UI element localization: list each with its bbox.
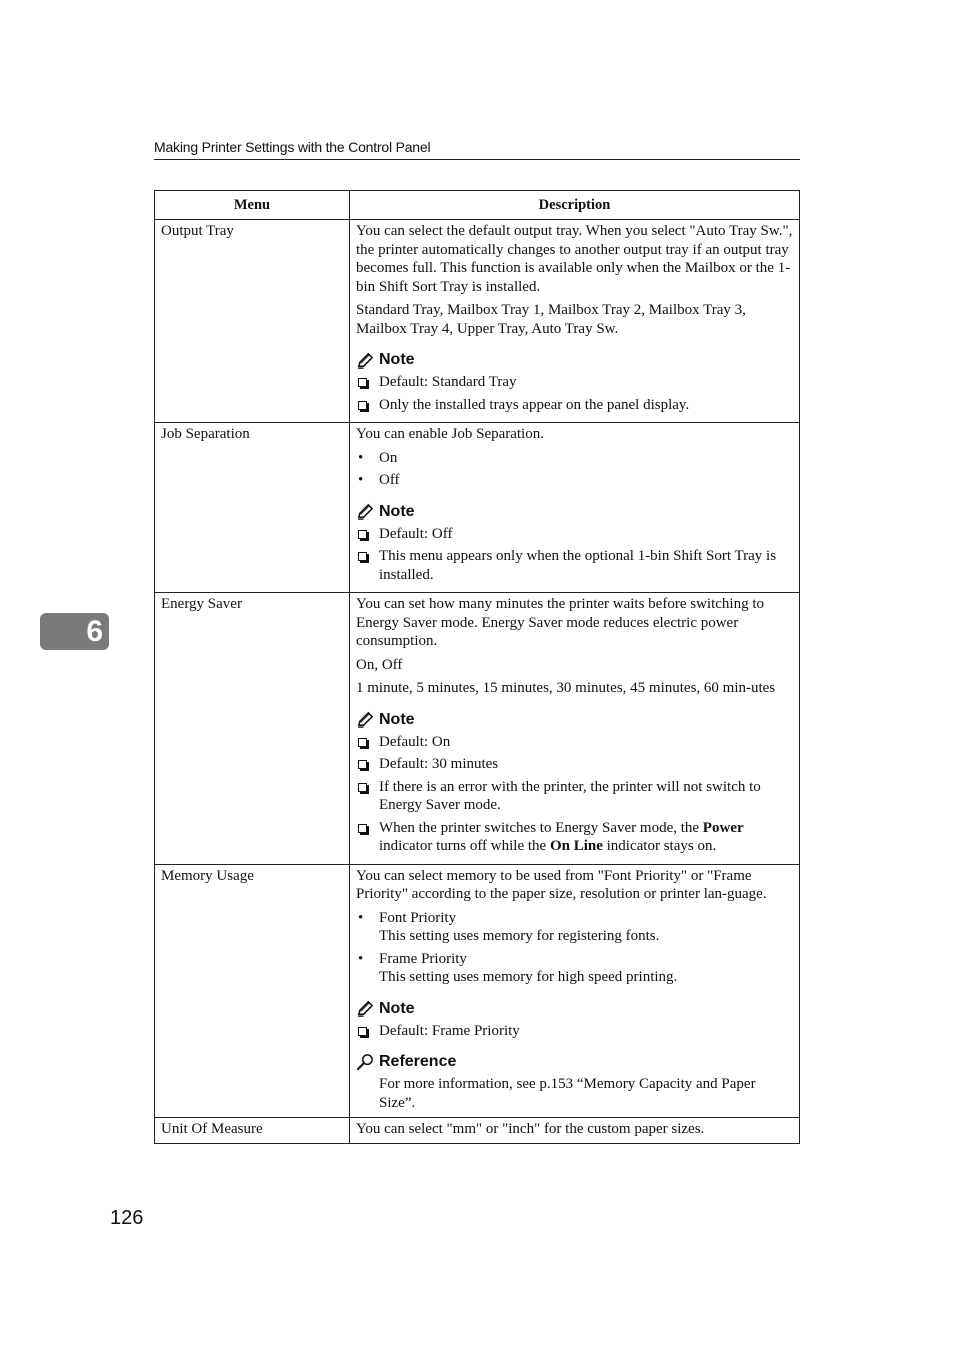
note-item: Only the installed trays appear on the panel display.: [356, 396, 793, 415]
menu-description-table: [154, 190, 800, 1144]
note-item: Default: Off: [356, 525, 793, 544]
reference-text: For more information, see p.153 “Memory Capacity and Paper Size”.: [379, 1076, 756, 1111]
note-label: Note: [379, 999, 415, 1017]
description-cell: [350, 864, 800, 1118]
option-bullet: [356, 950, 793, 987]
description-text: You can set how many minutes the printer waits before switching to Energy Saver mode. Energy Saver mode reduces electric power consumption.: [356, 596, 764, 649]
note-label: Note: [379, 502, 415, 520]
option-bullet: [356, 909, 793, 946]
column-header-menu: Menu: [155, 191, 350, 220]
note-item: [356, 819, 793, 856]
note-text: indicator stays on.: [602, 838, 717, 854]
description-cell: [350, 593, 800, 865]
option-bullet: • Off: [356, 471, 793, 490]
option-description: This setting uses memory for registering fonts.: [379, 928, 660, 944]
option-label: • Frame Priority: [379, 950, 467, 967]
magnifier-reference-icon: [356, 1053, 375, 1072]
note-item: Default: Standard Tray: [356, 373, 793, 392]
description-text: You can select "mm" or "inch" for the custom paper sizes.: [356, 1121, 705, 1137]
menu-name: Unit Of Measure: [155, 1118, 350, 1144]
description-cell: [350, 220, 800, 423]
pencil-note-icon: [356, 351, 375, 370]
page-number: 126: [110, 1207, 144, 1229]
note-text: indicator turns off while the: [379, 838, 550, 854]
menu-name: Job Separation: [155, 423, 350, 593]
reference-label: Reference: [379, 1053, 457, 1070]
pencil-note-icon: [356, 999, 375, 1018]
note-item: Default: 30 minutes: [356, 755, 793, 774]
menu-name: Energy Saver: [155, 593, 350, 865]
note-item: Default: Frame Priority: [356, 1022, 793, 1041]
options-text: On, Off: [356, 656, 403, 673]
pencil-note-icon: [356, 710, 375, 729]
power-indicator-label: Power: [702, 819, 744, 836]
pencil-note-icon: [356, 502, 375, 521]
note-item: This menu appears only when the optional 1-bin Shift Sort Tray is installed.: [356, 547, 793, 584]
description-cell: [350, 423, 800, 593]
note-label: Note: [379, 710, 415, 728]
note-heading: [356, 999, 793, 1019]
table-header-row: [155, 191, 800, 220]
description-text: You can enable Job Separation.: [356, 426, 545, 442]
note-item: If there is an error with the printer, the printer will not switch to Energy Saver mode.: [356, 778, 793, 815]
note-heading: [356, 710, 793, 730]
option-description: This setting uses memory for high speed printing.: [379, 969, 678, 985]
description-text: You can select the default output tray. When you select "Auto Tray Sw.", the printer automatically changes to another output tray if an output tray becomes full. This function is available only when the Mailbox or the 1-bin Shift Sort Tray is installed.: [356, 223, 793, 295]
note-item: Default: On: [356, 733, 793, 752]
note-text: When the printer switches to Energy Saver mode, the: [379, 819, 703, 836]
table-row-energy-saver: [155, 593, 800, 865]
note-heading: [356, 350, 793, 370]
reference-heading: [356, 1052, 793, 1072]
online-indicator-label: On Line: [549, 838, 603, 854]
note-heading: [356, 502, 793, 522]
table-row-job-separation: [155, 423, 800, 593]
chapter-tab: 6: [40, 613, 109, 650]
option-bullet: • On: [356, 449, 793, 468]
note-label: Note: [379, 351, 415, 368]
description-cell: [350, 1118, 800, 1144]
menu-name: Output Tray: [155, 220, 350, 423]
running-header: Making Printer Settings with the Control Panel: [154, 138, 800, 160]
menu-name: Memory Usage: [155, 864, 350, 1118]
table-row-memory-usage: [155, 864, 800, 1118]
table-row-output-tray: [155, 220, 800, 423]
options-text: Standard Tray, Mailbox Tray 1, Mailbox Tray 2, Mailbox Tray 3, Mailbox Tray 4, Upper Tray, Auto Tray Sw.: [356, 302, 746, 337]
description-text: You can select memory to be used from "Font Priority" or "Frame Priority" according to the paper size, resolution or printer lan-guage.: [356, 867, 767, 902]
table-row-unit-of-measure: [155, 1118, 800, 1144]
options-text: 1 minute, 5 minutes, 15 minutes, 30 minutes, 45 minutes, 60 min-utes: [356, 680, 776, 696]
column-header-description: Description: [350, 191, 800, 220]
option-label: • Font Priority: [379, 909, 457, 926]
